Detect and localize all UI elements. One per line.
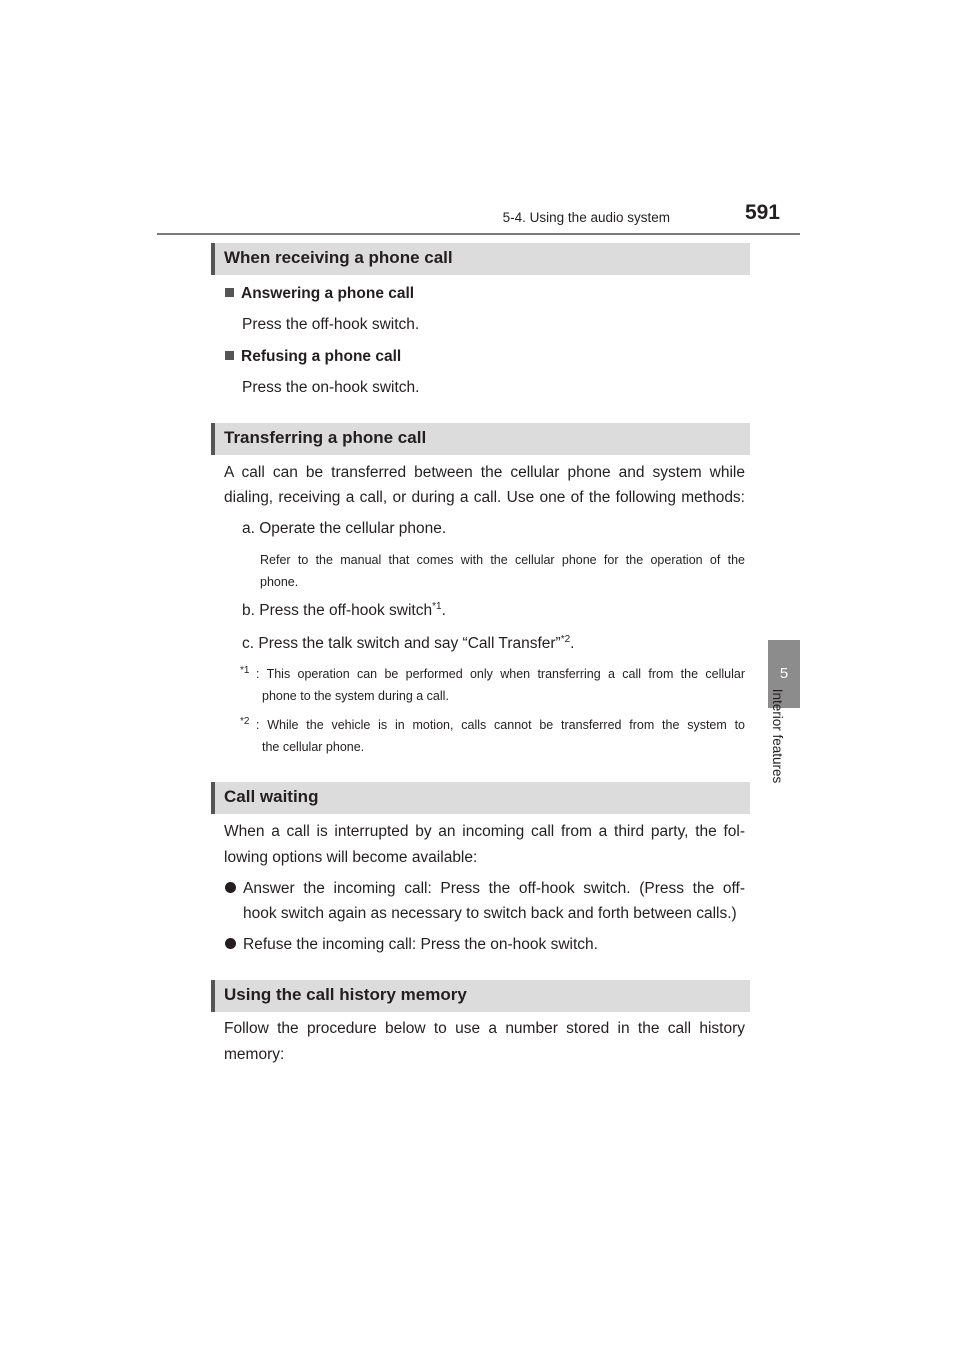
subheading-refusing (225, 348, 401, 366)
page-number: 591 (744, 201, 780, 224)
waiting-bullet-2 (225, 936, 598, 954)
chapter-tab-label (770, 688, 800, 856)
history-intro-line-1: Follow the procedure below to use a number stored in the call history (224, 1020, 745, 1037)
method-a-note-line-2: phone. (260, 575, 299, 589)
waiting-bullet-1-line-2: hook switch again as necessary to switch back and forth between calls.) (243, 905, 737, 922)
section-title-receiving: When receiving a phone call (224, 248, 453, 267)
chapter-tab-label-text: Interior features (770, 688, 785, 784)
square-bullet-icon (225, 351, 234, 360)
footnote-2-mark (240, 716, 249, 732)
subheading-answering (225, 285, 414, 303)
footnote-1-line-1: : This operation can be performed only when transferring a call from the cellular (256, 667, 745, 681)
history-intro-line-2: memory: (224, 1046, 285, 1063)
method-a: a. Operate the cellular phone. (242, 520, 447, 537)
square-bullet-icon (225, 288, 234, 297)
method-c-text: c. Press the talk switch and say “Call Transfer” (242, 635, 561, 653)
footnote-2-line-1: : While the vehicle is in motion, calls cannot be transferred from the system to (256, 718, 745, 732)
refusing-instruction: Press the on-hook switch. (242, 379, 420, 396)
section-title-transferring: Transferring a phone call (224, 428, 427, 447)
round-bullet-icon (225, 938, 236, 949)
footnote-1-line-2: phone to the system during a call. (262, 689, 449, 703)
section-heading-transferring (211, 423, 750, 455)
footnote-1-marker: *1 (240, 665, 250, 676)
footnote-ref-1: *1 (432, 601, 442, 612)
method-c (242, 634, 574, 653)
subheading-refusing-text: Refusing a phone call (241, 348, 402, 365)
footnote-1-mark (240, 665, 249, 681)
chapter-tab-number: 5 (768, 640, 800, 708)
method-c-end: . (570, 635, 575, 653)
method-b-end: . (441, 602, 446, 620)
round-bullet-icon (225, 882, 236, 893)
section-heading-receiving (211, 243, 750, 275)
waiting-bullet-1-line-1: Answer the incoming call: Press the off-hook switch. (Press the off- (243, 880, 745, 897)
method-b (242, 601, 446, 620)
header-divider (157, 233, 800, 235)
method-a-note-line-1: Refer to the manual that comes with the cellular phone for the operation of the (260, 553, 745, 567)
footnote-2-marker: *2 (240, 716, 250, 727)
footnote-2-line-2: the cellular phone. (262, 740, 365, 754)
header-section-title: 5-4. Using the audio system (502, 210, 670, 225)
section-heading-history (211, 980, 750, 1012)
subheading-answering-text: Answering a phone call (241, 285, 415, 302)
waiting-bullet-2-text: Refuse the incoming call: Press the on-hook switch. (243, 936, 598, 953)
waiting-intro-line-2: lowing options will become available: (224, 849, 478, 866)
transfer-intro-line-2: dialing, receiving a call, or during a call. Use one of the following methods: (224, 489, 745, 506)
method-b-text: b. Press the off-hook switch (242, 602, 433, 620)
section-title-history: Using the call history memory (224, 985, 467, 1004)
waiting-intro-line-1: When a call is interrupted by an incoming call from a third party, the fol- (224, 823, 745, 840)
footnote-ref-2: *2 (560, 634, 571, 645)
section-heading-waiting (211, 782, 750, 814)
transfer-intro-line-1: A call can be transferred between the cellular phone and system while (224, 464, 745, 481)
section-title-waiting: Call waiting (224, 787, 319, 806)
waiting-bullet-1-marker (225, 880, 243, 898)
answering-instruction: Press the off-hook switch. (242, 316, 420, 333)
